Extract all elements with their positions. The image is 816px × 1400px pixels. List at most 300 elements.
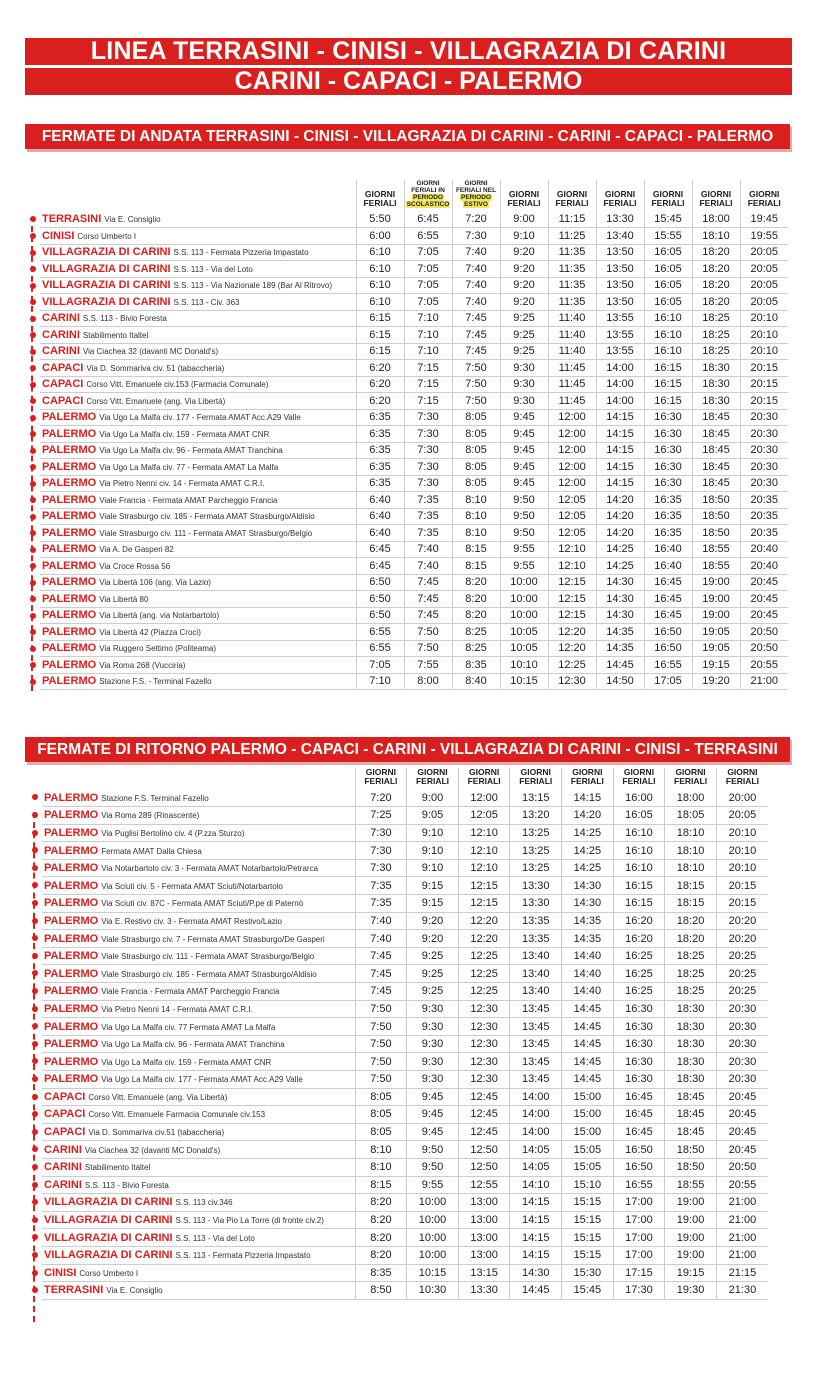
departure-time: 18:45 xyxy=(692,426,740,443)
inbound-section-title: FERMATE DI RITORNO PALERMO - CAPACI - CARINI - VILLAGRAZIA DI CARINI - CINISI - TERRASINI xyxy=(25,737,790,762)
stop-address: Stabilimento Italtel xyxy=(84,1163,151,1173)
stop-cell xyxy=(42,1071,355,1089)
table-row xyxy=(40,558,788,575)
departure-time: 8:40 xyxy=(452,673,500,690)
column-header xyxy=(355,768,407,789)
departure-time: 14:45 xyxy=(510,1282,562,1300)
departure-time: 12:30 xyxy=(458,1035,510,1053)
departure-time: 13:55 xyxy=(596,327,644,344)
departure-time: 6:10 xyxy=(356,277,404,294)
departure-time: 10:05 xyxy=(500,640,548,657)
departure-time: 14:20 xyxy=(596,492,644,509)
departure-time: 14:45 xyxy=(562,1018,614,1036)
departure-time: 14:00 xyxy=(510,1088,562,1106)
departure-time: 13:40 xyxy=(510,983,562,1001)
stop-dot-icon xyxy=(32,1129,38,1135)
departure-time: 7:10 xyxy=(404,310,452,327)
table-row xyxy=(40,327,788,344)
departure-time: 11:35 xyxy=(548,277,596,294)
departure-time: 16:45 xyxy=(613,1088,665,1106)
departure-time: 7:45 xyxy=(404,607,452,624)
departure-time: 18:25 xyxy=(665,983,717,1001)
departure-time: 20:45 xyxy=(740,574,788,591)
stop-cell xyxy=(42,1088,355,1106)
departure-time: 20:15 xyxy=(716,895,768,913)
departure-time: 16:15 xyxy=(644,393,692,410)
departure-time: 12:20 xyxy=(458,930,510,948)
departure-time: 17:00 xyxy=(613,1211,665,1229)
departure-time: 12:00 xyxy=(548,442,596,459)
departure-time: 15:15 xyxy=(562,1246,614,1264)
departure-time: 9:50 xyxy=(500,525,548,542)
departure-time: 14:40 xyxy=(562,947,614,965)
stop-cell xyxy=(40,475,356,492)
stop-address: Via Libertà 42 (Piazza Croci) xyxy=(99,627,201,637)
departure-time: 9:10 xyxy=(407,842,459,860)
departure-time: 18:45 xyxy=(665,1088,717,1106)
column-header xyxy=(596,180,644,211)
departure-time: 10:00 xyxy=(407,1211,459,1229)
departure-time: 7:30 xyxy=(355,859,407,877)
departure-time: 18:50 xyxy=(692,508,740,525)
departure-time: 16:45 xyxy=(644,574,692,591)
stop-cell xyxy=(42,1053,355,1071)
column-header-line: FERIALI xyxy=(415,776,450,786)
stop-address: Stabilimento Italtel xyxy=(82,330,149,340)
departure-time: 10:15 xyxy=(407,1264,459,1282)
stop-dot-icon xyxy=(32,1270,38,1276)
stop-address: Via Ugo La Malfa civ. 177 - Fermata AMAT Acc.A29 Valle xyxy=(99,413,301,423)
stop-dot-icon xyxy=(30,563,36,569)
column-header xyxy=(356,180,404,211)
stop-town: PALERMO xyxy=(42,493,97,506)
departure-time: 15:00 xyxy=(562,1123,614,1141)
departure-time: 20:45 xyxy=(740,591,788,608)
stop-cell xyxy=(40,376,356,393)
stop-cell xyxy=(42,1264,355,1282)
departure-time: 6:50 xyxy=(356,607,404,624)
stop-cell xyxy=(42,1123,355,1141)
departure-time: 19:00 xyxy=(692,607,740,624)
departure-time: 19:00 xyxy=(665,1194,717,1212)
departure-time: 14:25 xyxy=(562,859,614,877)
departure-time: 18:30 xyxy=(665,1035,717,1053)
table-row xyxy=(40,508,788,525)
stop-town: CARINI xyxy=(44,1143,82,1156)
departure-time: 12:50 xyxy=(458,1141,510,1159)
departure-time: 7:35 xyxy=(404,525,452,542)
departure-time: 11:45 xyxy=(548,360,596,377)
stop-cell xyxy=(40,261,356,278)
stop-dot-icon xyxy=(30,332,36,338)
departure-time: 12:20 xyxy=(548,640,596,657)
stop-town: CARINI xyxy=(44,1178,82,1191)
departure-time: 20:45 xyxy=(716,1141,768,1159)
column-header-line: GIORNI xyxy=(365,767,397,777)
departure-time: 6:35 xyxy=(356,459,404,476)
stop-town: VILLAGRAZIA DI CARINI xyxy=(44,1196,173,1209)
departure-time: 14:15 xyxy=(596,442,644,459)
departure-time: 12:00 xyxy=(548,459,596,476)
departure-time: 7:30 xyxy=(404,459,452,476)
departure-time: 11:45 xyxy=(548,393,596,410)
departure-time: 18:10 xyxy=(665,824,717,842)
departure-time: 11:35 xyxy=(548,261,596,278)
departure-time: 6:35 xyxy=(356,475,404,492)
stop-cell xyxy=(40,657,356,674)
stop-town: PALERMO xyxy=(44,862,99,875)
departure-time: 12:10 xyxy=(548,541,596,558)
departure-time: 8:20 xyxy=(452,574,500,591)
table-row xyxy=(40,525,788,542)
stop-address: Via E. Restivo civ. 3 - Fermata AMAT Restivo/Lazio xyxy=(101,916,282,926)
stop-town: PALERMO xyxy=(44,967,99,980)
departure-time: 20:35 xyxy=(740,492,788,509)
stop-town: PALERMO xyxy=(42,526,97,539)
departure-time: 10:10 xyxy=(500,657,548,674)
stop-town: PALERMO xyxy=(42,444,97,457)
stop-address: S.S. 113 - Via del Loto xyxy=(175,1233,255,1243)
column-header xyxy=(458,768,510,789)
departure-time: 15:30 xyxy=(562,1264,614,1282)
stop-address: Via Ugo La Malfa civ. 96 - Fermata AMAT Tranchina xyxy=(101,1040,285,1050)
departure-time: 18:50 xyxy=(692,492,740,509)
stop-cell xyxy=(40,294,356,311)
departure-time: 6:55 xyxy=(404,228,452,245)
departure-time: 17:05 xyxy=(644,673,692,690)
departure-time: 20:30 xyxy=(716,1035,768,1053)
inbound-route-line xyxy=(33,812,35,1322)
departure-time: 15:10 xyxy=(562,1176,614,1194)
departure-time: 14:45 xyxy=(562,1053,614,1071)
departure-time: 15:15 xyxy=(562,1229,614,1247)
stop-address: Via Roma 289 (Rinascente) xyxy=(101,811,200,821)
departure-time: 7:20 xyxy=(355,789,407,807)
stop-cell xyxy=(42,965,355,983)
departure-time: 9:30 xyxy=(407,1053,459,1071)
departure-time: 14:50 xyxy=(596,673,644,690)
departure-time: 9:30 xyxy=(500,393,548,410)
departure-time: 13:30 xyxy=(458,1282,510,1300)
departure-time: 8:00 xyxy=(404,673,452,690)
departure-time: 21:00 xyxy=(716,1211,768,1229)
departure-time: 20:00 xyxy=(716,789,768,807)
stop-dot-icon xyxy=(30,250,36,256)
departure-time: 9:00 xyxy=(500,211,548,228)
stop-address: Via Libertà 80 xyxy=(99,594,149,604)
stop-dot-icon xyxy=(30,662,36,668)
departure-time: 18:50 xyxy=(692,525,740,542)
departure-time: 7:40 xyxy=(404,541,452,558)
departure-time: 19:15 xyxy=(665,1264,717,1282)
stop-town: TERRASINI xyxy=(42,213,102,225)
departure-time: 6:00 xyxy=(356,228,404,245)
departure-time: 20:45 xyxy=(716,1123,768,1141)
stop-cell xyxy=(40,574,356,591)
departure-time: 18:50 xyxy=(665,1141,717,1159)
stop-cell xyxy=(42,1282,355,1300)
departure-time: 14:15 xyxy=(510,1229,562,1247)
stop-cell xyxy=(42,1229,355,1247)
departure-time: 13:40 xyxy=(510,965,562,983)
table-row xyxy=(40,426,788,443)
departure-time: 5:50 xyxy=(356,211,404,228)
departure-time: 16:35 xyxy=(644,508,692,525)
table-row xyxy=(42,824,768,842)
departure-time: 18:30 xyxy=(665,1000,717,1018)
departure-time: 20:45 xyxy=(740,607,788,624)
stop-dot-icon xyxy=(32,1041,38,1047)
departure-time: 9:30 xyxy=(407,1035,459,1053)
stop-cell xyxy=(40,343,356,360)
stop-cell xyxy=(40,624,356,641)
column-header xyxy=(613,768,665,789)
table-row xyxy=(40,376,788,393)
inbound-timetable xyxy=(42,768,768,1300)
stop-cell xyxy=(42,1106,355,1124)
departure-time: 7:30 xyxy=(404,475,452,492)
stop-dot-icon xyxy=(30,283,36,289)
departure-time: 14:20 xyxy=(596,525,644,542)
departure-time: 15:00 xyxy=(562,1106,614,1124)
departure-time: 16:50 xyxy=(644,640,692,657)
departure-time: 8:05 xyxy=(355,1088,407,1106)
column-header-line: SCOLASTICO xyxy=(406,201,450,208)
departure-time: 16:45 xyxy=(613,1106,665,1124)
stop-cell xyxy=(40,525,356,542)
table-row xyxy=(40,459,788,476)
departure-time: 20:30 xyxy=(716,1000,768,1018)
departure-time: 7:50 xyxy=(404,640,452,657)
table-row xyxy=(42,877,768,895)
departure-time: 13:35 xyxy=(510,930,562,948)
stop-dot-icon xyxy=(30,629,36,635)
stop-town: PALERMO xyxy=(44,844,99,857)
stop-header xyxy=(42,768,355,789)
column-header-line: GIORNI xyxy=(464,180,488,187)
table-row xyxy=(40,657,788,674)
stop-address: Via Ugo La Malfa civ. 159 - Fermata AMAT CNR xyxy=(99,429,270,439)
departure-time: 6:50 xyxy=(356,591,404,608)
stop-dot-icon xyxy=(30,266,36,272)
departure-time: 12:10 xyxy=(548,558,596,575)
stop-town: PALERMO xyxy=(44,932,99,945)
column-header-line: GIORNI xyxy=(623,767,655,777)
departure-time: 13:50 xyxy=(596,277,644,294)
stop-address: Corso Vitt. Emanuele Farmacia Comunale civ.153 xyxy=(88,1110,266,1120)
stop-cell xyxy=(42,1176,355,1194)
departure-time: 8:20 xyxy=(355,1229,407,1247)
column-header-line: GIORNI xyxy=(727,767,758,777)
departure-time: 20:30 xyxy=(716,1071,768,1089)
departure-time: 9:10 xyxy=(500,228,548,245)
departure-time: 14:10 xyxy=(510,1176,562,1194)
departure-time: 13:40 xyxy=(510,947,562,965)
departure-time: 16:20 xyxy=(613,912,665,930)
departure-time: 7:20 xyxy=(452,211,500,228)
stop-dot-icon xyxy=(30,316,36,322)
departure-time: 12:00 xyxy=(548,409,596,426)
departure-time: 12:20 xyxy=(458,912,510,930)
departure-time: 16:55 xyxy=(644,657,692,674)
stop-town: TERRASINI xyxy=(44,1284,104,1297)
stop-cell xyxy=(42,947,355,965)
departure-time: 20:25 xyxy=(716,947,768,965)
departure-time: 9:45 xyxy=(500,459,548,476)
stop-address: Via Ciachea 32 (davanti MC Donald's) xyxy=(84,1145,221,1155)
departure-time: 12:25 xyxy=(458,983,510,1001)
departure-time: 12:15 xyxy=(458,895,510,913)
departure-time: 13:15 xyxy=(510,789,562,807)
departure-time: 8:15 xyxy=(355,1176,407,1194)
column-header-line: GIORNI xyxy=(675,767,706,777)
stop-address: Via Sciuti civ. 87C - Fermata AMAT Sciuti/P.pe di Paternò xyxy=(101,899,304,909)
departure-time: 13:50 xyxy=(596,294,644,311)
departure-time: 13:50 xyxy=(596,261,644,278)
departure-time: 14:15 xyxy=(596,426,644,443)
column-header-line: FERIALI xyxy=(570,776,604,786)
departure-time: 9:20 xyxy=(407,930,459,948)
departure-time: 8:50 xyxy=(355,1282,407,1300)
table-row xyxy=(40,492,788,509)
departure-time: 9:10 xyxy=(407,824,459,842)
departure-time: 18:30 xyxy=(665,1053,717,1071)
departure-time: 16:45 xyxy=(644,591,692,608)
departure-time: 11:40 xyxy=(548,310,596,327)
departure-time: 7:15 xyxy=(404,393,452,410)
stop-address: S.S. 113 - Civ. 363 xyxy=(173,297,240,307)
stop-address: S.S. 113 - Bivio Foresta xyxy=(82,314,167,324)
departure-time: 18:10 xyxy=(665,859,717,877)
stop-address: Viale Strasburgo civ. 111 - Fermata AMAT Strasburgo/Belgio xyxy=(101,952,315,962)
stop-dot-icon xyxy=(30,679,36,685)
departure-time: 9:25 xyxy=(500,310,548,327)
stop-address: Corso Vitt. Emanuele (ang. Via Libertà) xyxy=(86,396,226,406)
departure-time: 7:40 xyxy=(452,244,500,261)
departure-time: 12:10 xyxy=(458,859,510,877)
table-row xyxy=(42,912,768,930)
departure-time: 7:10 xyxy=(404,343,452,360)
departure-time: 9:45 xyxy=(500,442,548,459)
departure-time: 14:35 xyxy=(596,624,644,641)
departure-time: 19:00 xyxy=(665,1229,717,1247)
departure-time: 8:20 xyxy=(452,591,500,608)
departure-time: 13:45 xyxy=(510,1071,562,1089)
departure-time: 7:40 xyxy=(452,277,500,294)
departure-time: 20:55 xyxy=(740,657,788,674)
stop-address: Via Ugo La Malfa civ. 77 Fermata AMAT La Malfa xyxy=(101,1022,276,1032)
departure-time: 6:15 xyxy=(356,310,404,327)
stop-dot-icon xyxy=(32,900,38,906)
stop-dot-icon xyxy=(32,918,38,924)
departure-time: 13:45 xyxy=(510,1000,562,1018)
departure-time: 7:50 xyxy=(355,1071,407,1089)
stop-cell xyxy=(42,895,355,913)
table-row xyxy=(42,1176,768,1194)
departure-time: 11:15 xyxy=(548,211,596,228)
departure-time: 21:15 xyxy=(716,1264,768,1282)
stop-town: PALERMO xyxy=(42,658,97,671)
departure-time: 21:00 xyxy=(716,1229,768,1247)
departure-time: 7:30 xyxy=(404,426,452,443)
departure-time: 16:30 xyxy=(613,1018,665,1036)
stop-town: PALERMO xyxy=(44,826,99,839)
departure-time: 21:00 xyxy=(716,1246,768,1264)
departure-time: 7:40 xyxy=(452,261,500,278)
column-header-line: GIORNI xyxy=(749,189,780,199)
departure-time: 18:30 xyxy=(692,360,740,377)
stop-address: Stazione F.S. - Terminal Fazello xyxy=(99,677,212,687)
stop-town: PALERMO xyxy=(42,510,97,523)
departure-time: 8:20 xyxy=(355,1211,407,1229)
table-row xyxy=(40,673,788,690)
departure-time: 20:20 xyxy=(716,912,768,930)
departure-time: 7:30 xyxy=(404,409,452,426)
table-row xyxy=(42,930,768,948)
departure-time: 15:15 xyxy=(562,1211,614,1229)
departure-time: 6:35 xyxy=(356,426,404,443)
departure-time: 16:30 xyxy=(644,459,692,476)
departure-time: 14:05 xyxy=(510,1158,562,1176)
departure-time: 14:00 xyxy=(596,393,644,410)
departure-time: 18:20 xyxy=(665,930,717,948)
departure-time: 14:00 xyxy=(596,360,644,377)
table-row xyxy=(40,277,788,294)
departure-time: 16:30 xyxy=(613,1000,665,1018)
departure-time: 7:30 xyxy=(355,842,407,860)
stop-town: PALERMO xyxy=(44,897,99,910)
stop-town: PALERMO xyxy=(44,985,99,998)
departure-time: 16:45 xyxy=(644,607,692,624)
column-header-line: FERIALI xyxy=(622,776,656,786)
column-header-line: GIORNI xyxy=(700,189,732,199)
column-header xyxy=(740,180,788,211)
departure-time: 8:20 xyxy=(355,1246,407,1264)
departure-time: 11:45 xyxy=(548,376,596,393)
stop-town: VILLAGRAZIA DI CARINI xyxy=(44,1214,173,1227)
table-row xyxy=(40,261,788,278)
stop-dot-icon xyxy=(30,646,36,652)
stop-address: Via Ugo La Malfa civ. 177 - Fermata AMAT Acc.A29 Valle xyxy=(101,1075,303,1085)
departure-time: 7:05 xyxy=(356,657,404,674)
stop-town: PALERMO xyxy=(44,1073,99,1086)
column-header xyxy=(562,768,614,789)
departure-time: 20:15 xyxy=(740,360,788,377)
stop-dot-icon xyxy=(32,882,38,888)
departure-time: 16:35 xyxy=(644,492,692,509)
departure-time: 20:30 xyxy=(716,1053,768,1071)
departure-time: 18:55 xyxy=(665,1176,717,1194)
table-row xyxy=(42,789,768,807)
stop-address: S.S. 113 civ.346 xyxy=(175,1198,233,1208)
departure-time: 9:25 xyxy=(500,327,548,344)
column-header-line: GIORNI xyxy=(556,189,588,199)
departure-time: 18:45 xyxy=(692,475,740,492)
column-header xyxy=(500,180,548,211)
stop-town: CAPACI xyxy=(44,1126,86,1139)
stop-dot-icon xyxy=(30,514,36,520)
departure-time: 14:45 xyxy=(596,657,644,674)
departure-time: 9:15 xyxy=(407,877,459,895)
stop-dot-icon xyxy=(32,1006,38,1012)
stop-dot-icon xyxy=(30,382,36,388)
stop-dot-icon xyxy=(32,1199,38,1205)
stop-address: Via Sciuti civ. 5 - Fermata AMAT Sciuti/Notarbartolo xyxy=(101,881,283,891)
departure-time: 12:05 xyxy=(548,508,596,525)
departure-time: 9:25 xyxy=(407,947,459,965)
table-row xyxy=(42,1158,768,1176)
departure-time: 19:00 xyxy=(665,1246,717,1264)
